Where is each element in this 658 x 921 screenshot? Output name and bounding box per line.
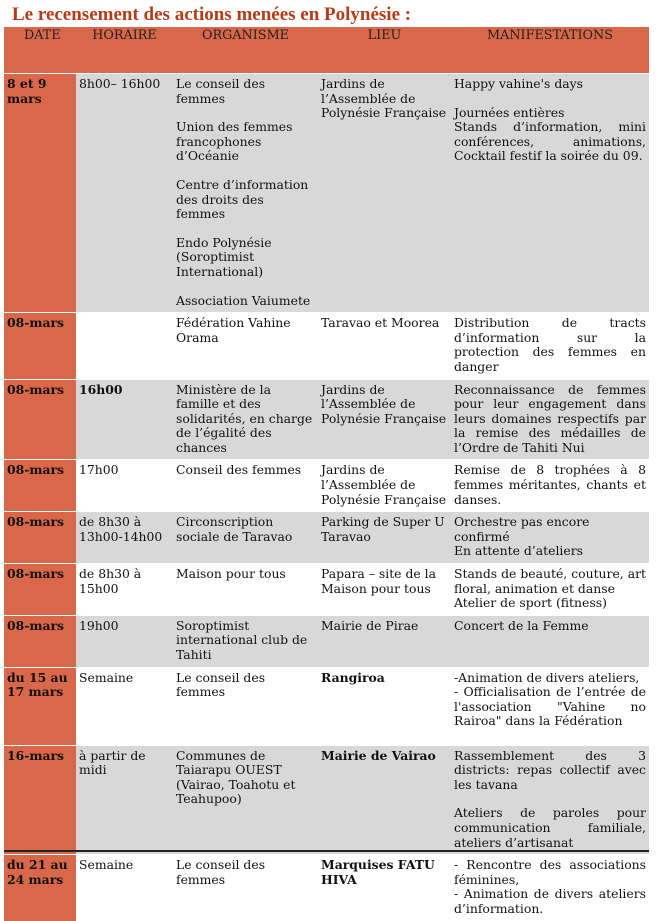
cell-horaire: Semaine [76,855,173,921]
cell-manifestations [451,313,649,379]
cell-lieu: Mairie de Pirae [318,615,451,667]
cell-date: 08-mars [4,379,76,460]
table-row [4,74,649,313]
cell-date: du 15 au 17 mars [4,667,76,745]
cell-horaire: 16h00 [76,379,173,460]
cell-horaire: à partir de midi [76,745,173,855]
manifestation-line: Orchestre pas encore confirmé [454,514,590,544]
cell-lieu: Parking de Super U Taravao [318,512,451,564]
table-row [4,667,649,745]
organisme-line: Communes de Taiarapu OUEST (Vairao, Toahotu et Teahupoo) [176,747,296,807]
cell-lieu: Taravao et Moorea [318,313,451,379]
manifestation-line: Reconnaissance de femmes pour leur engagement dans leurs domaines respectifs par la remise des médailles de l’Ordre de Tahiti Nui [454,381,646,455]
cell-manifestations [451,855,649,921]
cell-manifestations [451,667,649,745]
manifestation-line: -Animation de divers ateliers, [454,669,640,685]
organisme-line: Union des femmes francophones d’Océanie [176,119,293,164]
cell-date: 8 et 9 mars [4,74,76,313]
header-manifestations: MANIFESTATIONS [451,27,649,74]
cell-organisme [173,667,318,745]
header-lieu: LIEU [318,27,451,74]
cell-organisme [173,313,318,379]
organisme-line: Centre d’information des droits des femmes [176,176,309,222]
organisme-line: Maison pour tous [176,566,286,582]
cell-horaire: de 8h30 à 13h00-14h00 [76,512,173,564]
cell-manifestations [451,512,649,564]
table-row [4,460,649,512]
organisme-line: Ministère de la famille et des solidarités, en charge de l’égalité des chances [176,381,313,455]
organisme-line: Association Vaiumete [176,292,311,308]
cell-organisme [173,564,318,616]
cell-organisme [173,855,318,921]
cell-lieu: Jardins de l’Assemblée de Polynésie Française [318,379,451,460]
manifestation-line: Concert de la Femme [454,617,589,633]
cell-manifestations [451,745,649,855]
header-date: DATE [4,27,76,74]
cell-date: 08-mars [4,615,76,667]
table-row [4,745,649,855]
header-horaire: HORAIRE [76,27,173,74]
table-row [4,512,649,564]
cell-manifestations [451,379,649,460]
organisme-line: Le conseil des femmes [176,669,266,700]
cell-lieu: Papara – site de la Maison pour tous [318,564,451,616]
header-organisme: ORGANISME [173,27,318,74]
cell-horaire: 8h00– 16h00 [76,74,173,313]
organisme-line: Conseil des femmes [176,462,302,478]
manifestation-line: Remise de 8 trophées à 8 femmes méritantes, chants et danses. [454,462,646,507]
cell-organisme [173,379,318,460]
cell-date: 16-mars [4,745,76,855]
manifestation-line: Stands de beauté, couture, art floral, animation et danse [454,566,646,596]
table-row [4,855,649,921]
organisme-line: Le conseil des femmes [176,857,266,887]
manifestation-line: Distribution de tracts d’information sur la protection des femmes en danger [454,315,646,374]
table-row [4,615,649,667]
cell-date: 08-mars [4,313,76,379]
cell-manifestations [451,74,649,313]
cell-lieu: Jardins de l’Assemblée de Polynésie Française [318,460,451,512]
manifestation-line: - Officialisation de l’entrée de l'association "Vahine no Rairoa" dans la Fédération [454,684,646,729]
manifestation-line: - Animation de divers ateliers d’information. [454,886,646,916]
manifestation-line: - Rencontre des associations féminines, [454,857,646,887]
organisme-line: Fédération Vahine Orama [176,315,291,345]
cell-organisme [173,460,318,512]
cell-lieu: Rangiroa [318,667,451,745]
cell-date: du 21 au 24 mars [4,855,76,921]
cell-horaire: de 8h30 à 15h00 [76,564,173,616]
manifestation-line: Journées entières [454,104,565,120]
cell-manifestations [451,564,649,616]
table-row [4,564,649,616]
cell-horaire: Semaine [76,667,173,745]
page-title: Le recensement des actions menées en Polynésie : [12,4,412,25]
cell-date: 08-mars [4,564,76,616]
cell-organisme [173,512,318,564]
cell-organisme [173,615,318,667]
manifestation-line: Happy vahine's days [454,76,584,91]
cell-manifestations [451,460,649,512]
organisme-line: Endo Polynésie (Soroptimist International) [176,234,272,279]
cell-lieu: Marquises FATU HIVA [318,855,451,921]
manifestation-line: Rassemblement des 3 districts: repas collectif avec les tavana [454,747,646,792]
cell-horaire: 19h00 [76,615,173,667]
organisme-line: Le conseil des femmes [176,76,266,106]
table-row [4,313,649,379]
organisme-line: Circonscription sociale de Taravao [176,514,293,544]
cell-horaire: 17h00 [76,460,173,512]
cell-organisme [173,745,318,855]
cell-lieu: Mairie de Vairao [318,745,451,855]
cell-organisme [173,74,318,313]
cell-date: 08-mars [4,460,76,512]
cell-horaire [76,313,173,379]
cell-manifestations [451,615,649,667]
table-row [4,379,649,460]
manifestation-line: Ateliers de paroles pour communication familiale, ateliers d’artisanat [454,805,646,850]
organisme-line: Soroptimist international club de Tahiti [176,617,308,662]
manifestation-line: En attente d’ateliers [454,543,583,559]
manifestation-line: Atelier de sport (fitness) [454,595,607,611]
cell-lieu: Jardins de l’Assemblée de Polynésie Française [318,74,451,313]
table-bottom-rule [4,850,649,852]
cell-date: 08-mars [4,512,76,564]
manifestation-line: Stands d’information, mini conférences, animations, Cocktail festif la soirée du 09. [454,119,646,164]
actions-table [4,27,649,921]
table-header-row [4,27,649,74]
